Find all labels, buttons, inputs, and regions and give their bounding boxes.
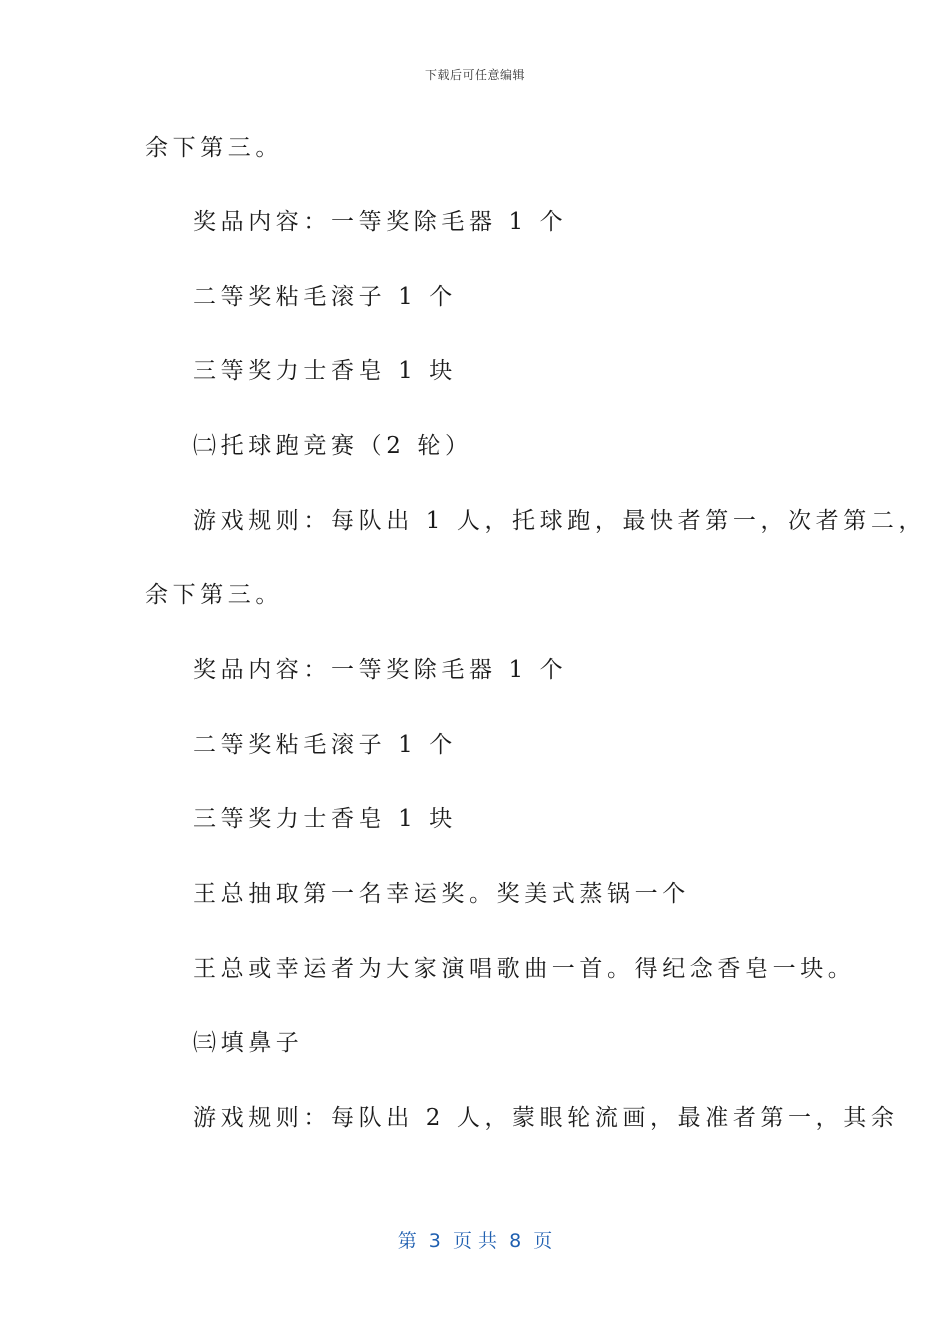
paragraph-line: 三等奖力士香皂 1 块 — [193, 358, 457, 384]
header-note: 下载后可任意编辑 — [424, 68, 525, 82]
paragraph-line: 三等奖力士香皂 1 块 — [193, 806, 457, 832]
paragraph-line: 余下第三。 — [145, 135, 283, 161]
section-heading: ㈡托球跑竞赛（2 轮） — [193, 433, 473, 459]
section-heading: ㈢填鼻子 — [193, 1030, 304, 1056]
paragraph-line: 王总抽取第一名幸运奖。奖美式蒸锅一个 — [193, 881, 690, 907]
paragraph-line: 游戏规则：每队出 1 人，托球跑，最快者第一，次者第二， — [193, 508, 927, 534]
paragraph-line: 奖品内容：一等奖除毛器 1 个 — [193, 209, 568, 235]
paragraph-line: 二等奖粘毛滚子 1 个 — [193, 284, 457, 310]
page-number-footer: 第 3 页 共 8 页 — [397, 1230, 553, 1252]
paragraph-line: 二等奖粘毛滚子 1 个 — [193, 732, 457, 758]
paragraph-line: 奖品内容：一等奖除毛器 1 个 — [193, 657, 568, 683]
paragraph-line: 王总或幸运者为大家演唱歌曲一首。得纪念香皂一块。 — [193, 956, 856, 982]
paragraph-line: 余下第三。 — [145, 582, 283, 608]
paragraph-line: 游戏规则：每队出 2 人，蒙眼轮流画，最准者第一，其余 — [193, 1105, 899, 1131]
